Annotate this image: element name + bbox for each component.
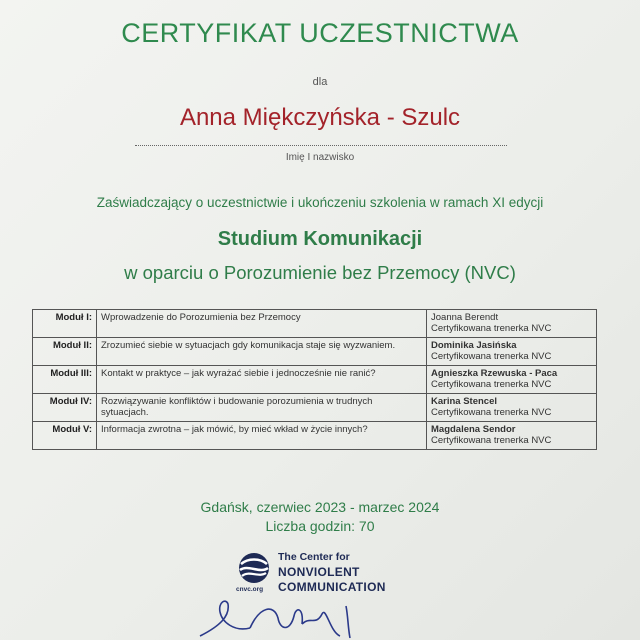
trainer-name: Agnieszka Rzewuska - Paca — [431, 368, 558, 379]
module-trainer-cell — [427, 394, 597, 422]
module-trainer-cell — [427, 310, 597, 338]
logo-text — [278, 550, 438, 595]
program-title: Studium Komunikacji — [217, 228, 423, 250]
module-label: Moduł III: — [33, 366, 97, 394]
program-subtitle: w oparciu o Porozumienie bez Przemocy (NVC) — [124, 262, 516, 283]
certificate-title: CERTYFIKAT UCZESTNICTWA — [121, 18, 519, 48]
module-topic: Informacja zwrotna – jak mówić, by mieć wkład w życie innych? — [97, 422, 427, 450]
name-caption: Imię I nazwisko — [285, 152, 355, 163]
trainer-name: Joanna Berendt — [431, 312, 499, 323]
trainer-role: Certyfikowana trenerka NVC — [431, 407, 552, 418]
trainer-role: Certyfikowana trenerka NVC — [431, 323, 552, 334]
module-label: Moduł V: — [33, 422, 97, 450]
trainer-role: Certyfikowana trenerka NVC — [431, 379, 552, 390]
module-label: Moduł IV: — [33, 394, 97, 422]
trainer-role: Certyfikowana trenerka NVC — [431, 435, 552, 446]
logo-line-3: COMMUNICATION — [278, 580, 386, 594]
module-topic: Kontakt w praktyce – jak wyrażać siebie i jednocześnie nie ranić? — [97, 366, 427, 394]
trainer-role: Certyfikowana trenerka NVC — [431, 351, 552, 362]
modules-table — [32, 309, 597, 450]
module-label: Moduł II: — [33, 338, 97, 366]
table-row — [33, 310, 597, 338]
table-row — [33, 394, 597, 422]
trainer-name: Dominika Jasińska — [431, 340, 517, 351]
module-trainer-cell — [427, 338, 597, 366]
table-row — [33, 422, 597, 450]
table-row — [33, 366, 597, 394]
training-hours: Liczba godzin: 70 — [265, 518, 375, 534]
module-trainer-cell — [427, 422, 597, 450]
module-label: Moduł I: — [33, 310, 97, 338]
trainer-name: Karina Stencel — [431, 396, 497, 407]
module-topic: Zrozumieć siebie w sytuacjach gdy komunikacja staje się wyzwaniem. — [97, 338, 427, 366]
table-row — [33, 338, 597, 366]
module-topic: Rozwiązywanie konfliktów i budowanie porozumienia w trudnych sytuacjach. — [97, 394, 427, 422]
signature-icon — [190, 596, 390, 640]
cnvc-logo — [234, 548, 414, 598]
module-trainer-cell — [427, 366, 597, 394]
logo-url: cnvc.org — [236, 586, 264, 593]
logo-line-1: The Center for — [278, 551, 350, 563]
trainer-name: Magdalena Sendor — [431, 424, 516, 435]
for-label: dla — [312, 76, 328, 88]
attestation-text: Zaświadczający o uczestnictwie i ukończeniu szkolenia w ramach XI edycji — [96, 195, 544, 210]
place-date: Gdańsk, czerwiec 2023 - marzec 2024 — [200, 499, 440, 515]
name-dotted-line — [135, 145, 507, 146]
logo-line-2: NONVIOLENT — [278, 565, 360, 579]
module-topic: Wprowadzenie do Porozumienia bez Przemocy — [97, 310, 427, 338]
cnvc-globe-logo-icon — [234, 550, 274, 590]
recipient-name: Anna Miękczyńska - Szulc — [179, 104, 461, 131]
